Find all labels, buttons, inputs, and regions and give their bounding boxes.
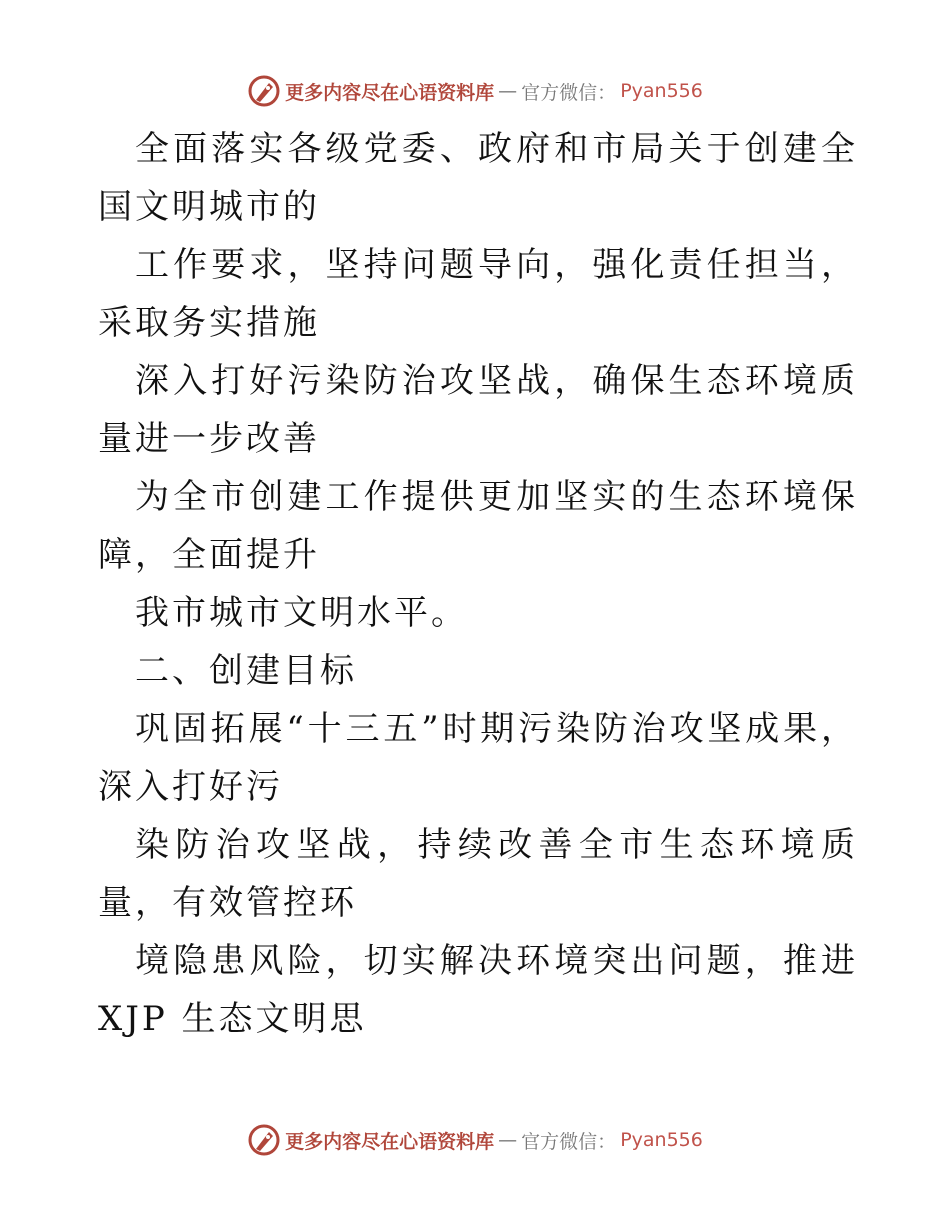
watermark-official-label: 官方微信： bbox=[521, 1130, 617, 1153]
pen-nib-circle-icon bbox=[247, 1123, 281, 1157]
document-body bbox=[98, 120, 858, 1048]
watermark-main-text: 更多内容尽在心语资料库 bbox=[285, 81, 495, 104]
paragraph-1: 全面落实各级党委、政府和市局关于创建全国文明城市的 bbox=[98, 129, 858, 227]
footer-watermark bbox=[0, 1120, 950, 1160]
paragraph-8: 染防治攻坚战，持续改善全市生态环境质量，有效管控环 bbox=[98, 825, 858, 923]
paragraph-4: 为全市创建工作提供更加坚实的生态环境保障，全面提升 bbox=[98, 477, 858, 575]
watermark-separator: — bbox=[498, 1129, 518, 1151]
paragraph-5: 我市城市文明水平。 bbox=[135, 593, 468, 633]
watermark-main-text: 更多内容尽在心语资料库 bbox=[285, 1130, 495, 1153]
section-heading: 二、创建目标 bbox=[135, 651, 357, 691]
paragraph-2: 工作要求，坚持问题导向，强化责任担当，采取务实措施 bbox=[98, 245, 858, 343]
watermark-wechat-id: Pyan556 bbox=[620, 1129, 703, 1151]
paragraph-7: 巩固拓展“十三五”时期污染防治攻坚成果，深入打好污 bbox=[98, 709, 858, 807]
watermark-separator: — bbox=[498, 80, 518, 102]
pen-nib-circle-icon bbox=[247, 74, 281, 108]
header-watermark bbox=[0, 71, 950, 111]
watermark-wechat-id: Pyan556 bbox=[620, 80, 703, 102]
watermark-official-label: 官方微信： bbox=[521, 81, 617, 104]
paragraph-3: 深入打好污染防治攻坚战，确保生态环境质量进一步改善 bbox=[98, 361, 858, 459]
paragraph-9: 境隐患风险，切实解决环境突出问题，推进 XJP 生态文明思 bbox=[98, 941, 858, 1039]
